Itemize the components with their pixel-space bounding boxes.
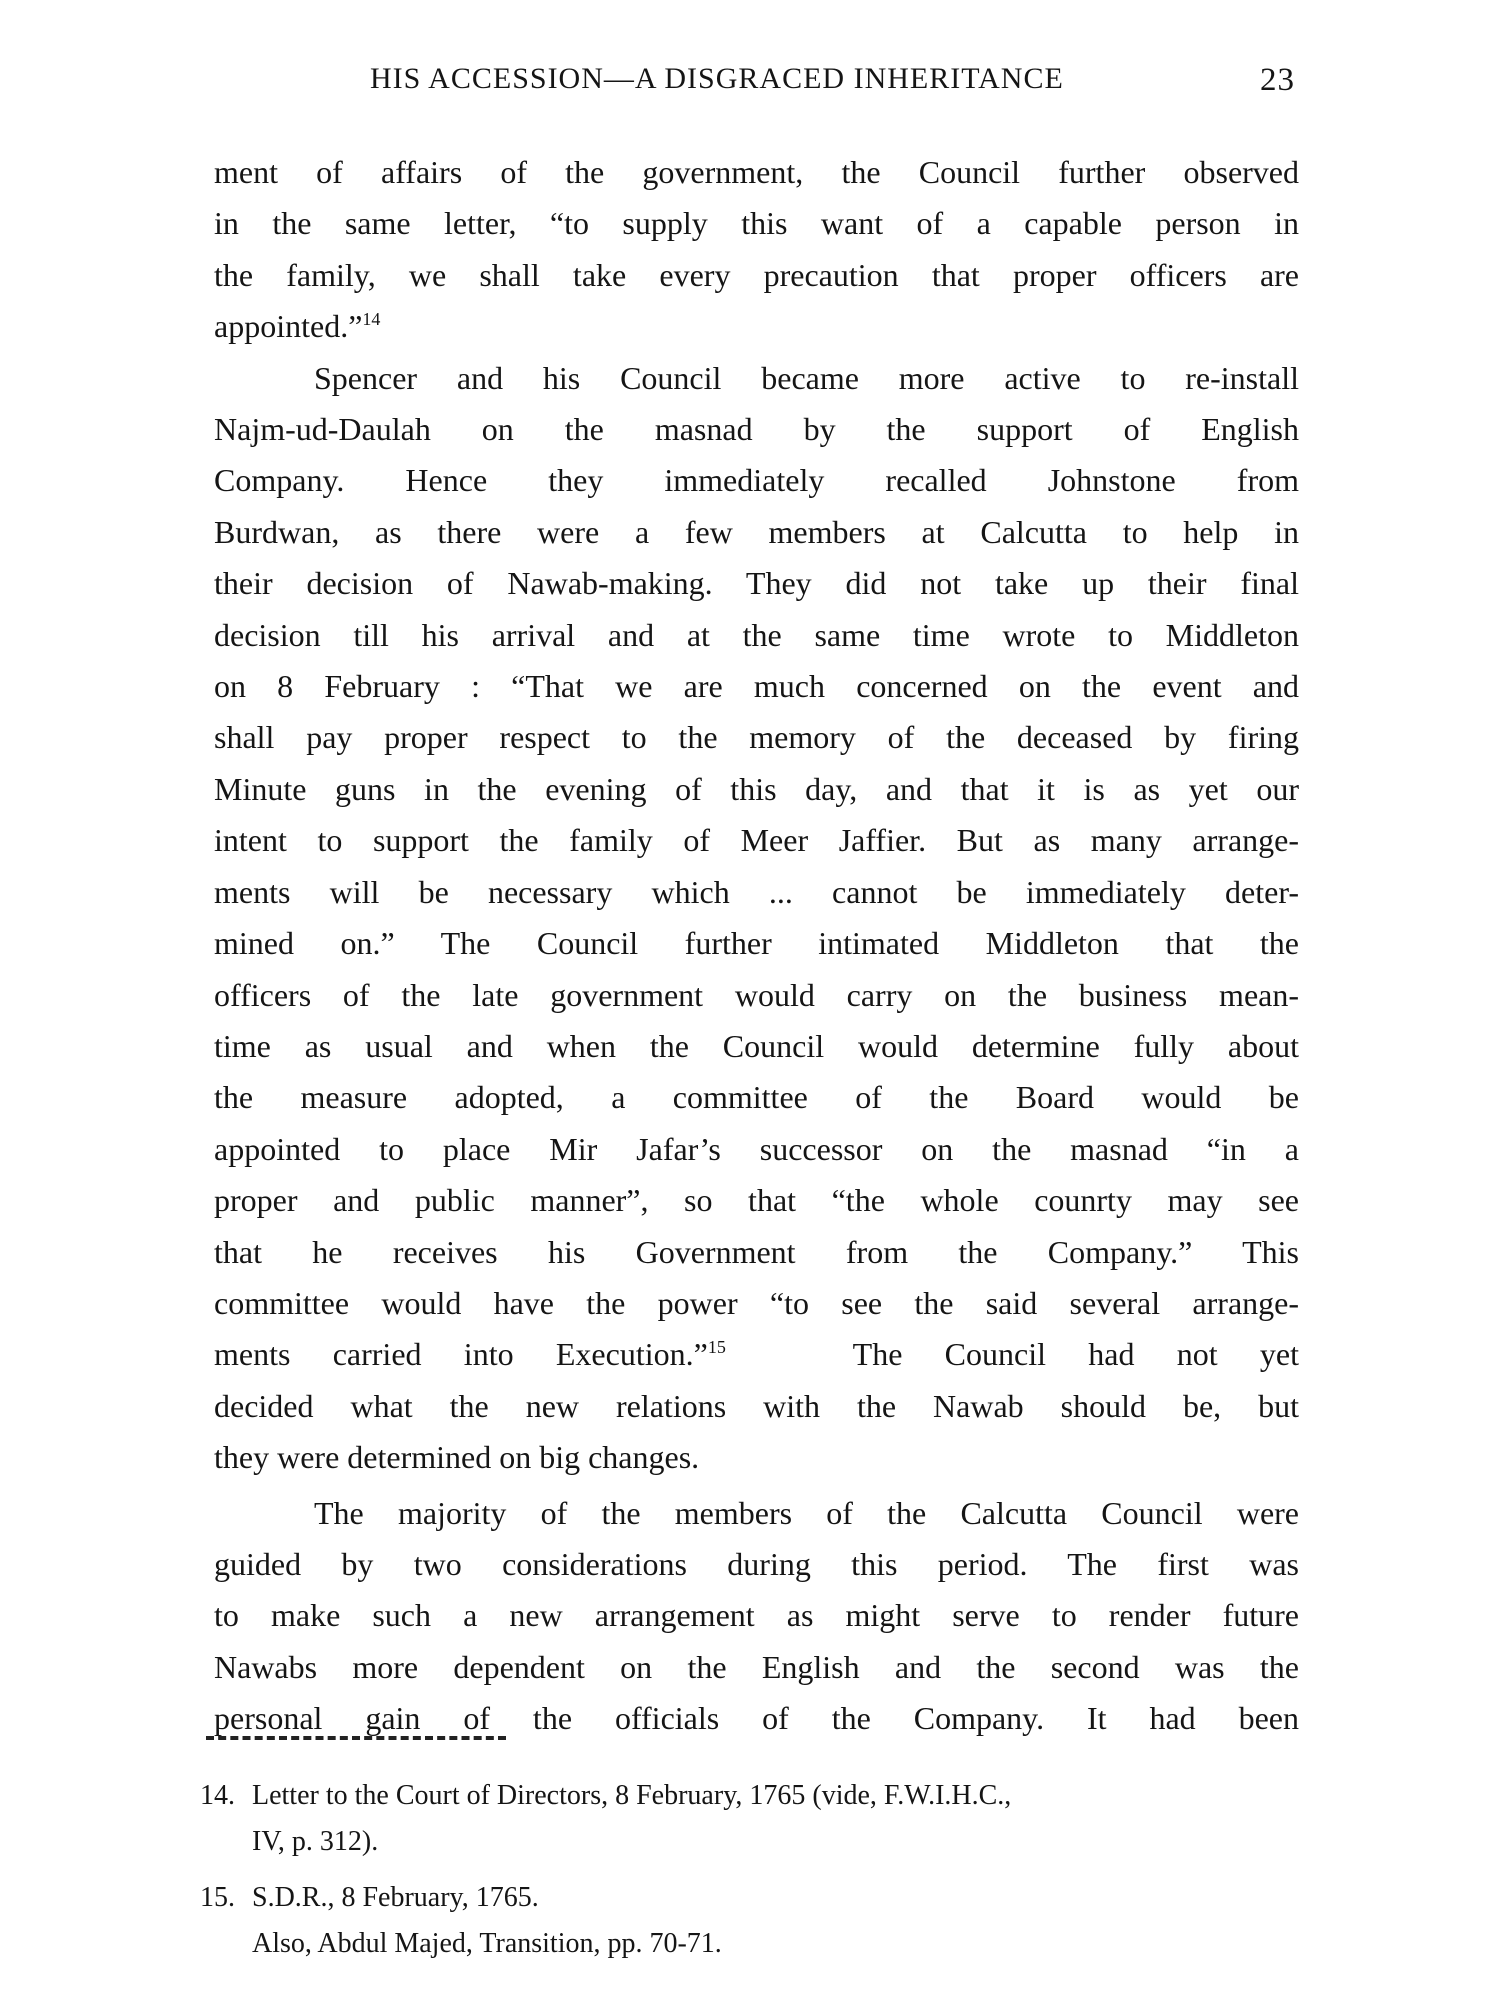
paragraph-2 — [214, 353, 1299, 1484]
footnote-ref-15: 15 — [707, 1337, 726, 1358]
text-line: mined on.” The Council further intimated Middleton that the — [214, 925, 1299, 962]
running-title: HIS ACCESSION—A DISGRACED INHERITANCE — [370, 62, 1064, 95]
footnote-14 — [200, 1773, 1300, 1865]
text-fragment: ments carried into Execution.” — [214, 1336, 708, 1373]
text-line: time as usual and when the Council would determine fully about — [214, 1027, 1299, 1064]
text-line: The majority of the members of the Calcutta Council were — [314, 1494, 1299, 1531]
text-fragment: appointed.” — [214, 308, 363, 345]
paragraph-3 — [214, 1488, 1299, 1745]
text-line: intent to support the family of Meer Jaffier. But as many arrange- — [214, 822, 1299, 859]
footnote-text: Letter to the Court of Directors, 8 February, 1765 (vide, F.W.I.H.C., — [252, 1780, 1012, 1811]
paragraph-1 — [214, 147, 1299, 353]
text-line: the family, we shall take every precaution that proper officers are — [214, 256, 1299, 293]
text-line — [214, 301, 1299, 352]
footnote-text-continued: IV, p. 312). — [252, 1826, 379, 1857]
text-line: Spencer and his Council became more active to re-install — [314, 359, 1299, 396]
text-line: committee would have the power “to see the said several arrange- — [214, 1284, 1299, 1321]
text-line: they were determined on big changes. — [214, 1439, 700, 1476]
text-line: Nawabs more dependent on the English and the second was the — [214, 1648, 1299, 1685]
text-line: shall pay proper respect to the memory of the deceased by firing — [214, 719, 1299, 756]
footnotes — [200, 1773, 1300, 1967]
footnote-divider — [206, 1736, 506, 1744]
footnote-ref-14: 14 — [362, 309, 381, 330]
text-line: ment of affairs of the government, the Council further observed — [214, 154, 1299, 190]
text-line: decided what the new relations with the Nawab should be, but — [214, 1387, 1299, 1424]
text-line: ments will be necessary which ... cannot be immediately deter- — [214, 873, 1299, 910]
text-line: decision till his arrival and at the same time wrote to Middleton — [214, 616, 1299, 653]
text-fragment: The Council had not yet — [852, 1336, 1300, 1373]
text-line: guided by two considerations during this period. The first was — [214, 1545, 1299, 1582]
text-line: Najm-ud-Daulah on the masnad by the support of English — [214, 411, 1299, 448]
text-line: Company. Hence they immediately recalled Johnstone from — [214, 462, 1299, 499]
footnote-number: 14. — [200, 1780, 235, 1811]
text-line — [214, 1329, 1299, 1380]
text-line: their decision of Nawab-making. They did not take up their final — [214, 565, 1299, 602]
text-line: on 8 February : “That we are much concerned on the event and — [214, 668, 1299, 705]
text-line: Minute guns in the evening of this day, and that it is as yet our — [214, 770, 1299, 807]
text-line: proper and public manner”, so that “the whole counrty may see — [214, 1182, 1299, 1219]
text-line: that he receives his Government from the Company.” This — [214, 1233, 1299, 1270]
text-line: the measure adopted, a committee of the Board would be — [214, 1079, 1299, 1116]
page-number: 23 — [1260, 62, 1295, 98]
text-line: personal gain of the officials of the Company. It had been — [214, 1700, 1299, 1737]
text-line: Burdwan, as there were a few members at Calcutta to help in — [214, 513, 1299, 550]
text-line: in the same letter, “to supply this want of a capable person in — [214, 205, 1299, 242]
footnote-15 — [200, 1875, 1300, 1967]
text-line: officers of the late government would carry on the business mean- — [214, 976, 1299, 1013]
footnote-number: 15. — [200, 1882, 235, 1913]
footnote-text-extra: Also, Abdul Majed, Transition, pp. 70-71. — [252, 1928, 722, 1959]
body-text — [214, 147, 1299, 1745]
text-line: appointed to place Mir Jafar’s successor on the masnad “in a — [214, 1130, 1299, 1167]
footnote-text: S.D.R., 8 February, 1765. — [252, 1882, 539, 1913]
running-head — [370, 62, 1295, 102]
text-line: to make such a new arrangement as might serve to render future — [214, 1597, 1299, 1634]
